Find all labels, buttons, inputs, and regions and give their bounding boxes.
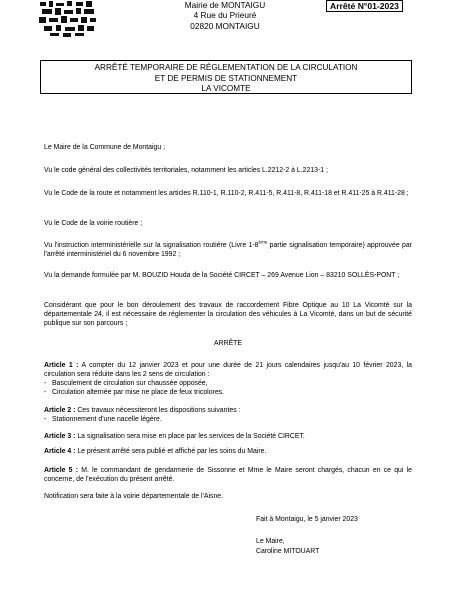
list-item: - Circulation alternée par mise ne place de feux tricolores. <box>44 389 225 397</box>
article-label: Article 1 : <box>44 362 79 369</box>
vu-text: Vu l'instruction interministérielle sur la signalisation routière (Livre 1-8 <box>44 242 259 249</box>
signature-name: Caroline MITOUART <box>256 548 320 555</box>
article-label: Article 3 : <box>44 433 76 440</box>
vu-superscript: ème <box>258 239 268 245</box>
notification <box>44 492 412 501</box>
notification-text: Notification sera faite à la voirie départementale de l'Aisne. <box>44 493 224 500</box>
document-title <box>40 60 412 94</box>
title-line: ARRÊTÉ TEMPORAIRE DE RÉGLEMENTATION DE LA CIRCULATION <box>94 63 358 72</box>
article-label: Article 5 : <box>44 467 78 474</box>
mairie-address <box>150 0 300 31</box>
article-3 <box>44 432 412 441</box>
vu-text: partie signalisation temporaire) approuvée par l'arrêté interministériel du 6 novembre 1992 ; <box>44 242 412 259</box>
mairie-line: 4 Rue du Prieuré <box>193 10 257 21</box>
list-item: - Basculement de circulation sur chaussée opposée, <box>44 380 208 388</box>
preamble-vu-2 <box>44 189 412 198</box>
article-text: Ces travaux nécessiteront les dispositions suivantes : <box>75 407 241 414</box>
signature-place-date: Fait à Montaigu, le 5 janvier 2023 <box>256 516 358 523</box>
arrete-heading <box>44 339 412 348</box>
vu-paragraph: Vu la demande formulée par M. BOUZID Houda de la Société CIRCET – 269 Avenue Lion – 83210 SOLLÈS-PONT ; <box>44 272 400 279</box>
article-5 <box>44 466 412 484</box>
preamble-vu-5 <box>44 271 412 280</box>
mairie-line: Mairie de MONTAIGU <box>184 0 266 10</box>
maire-line: Le Maire de la Commune de Montaigu ; <box>44 144 166 151</box>
article-list <box>44 415 412 424</box>
considerant-paragraph: Considérant que pour le bon déroulement des travaux de raccordement Fibre Optique au 10 La Vicomté sur la départementale 24, il est nécessaire de réglementer la circulation des véhicules à La Vicomté, dans un but de sécurité publique sur son parcours ; <box>44 302 412 328</box>
article-1 <box>44 361 412 397</box>
vu-paragraph: Vu le Code de la voirie routière ; <box>44 220 143 227</box>
preamble-vu-4 <box>44 241 412 259</box>
article-2 <box>44 406 412 424</box>
article-text: La signalisation sera mise en place par les services de la Société CIRCET. <box>75 433 305 440</box>
title-line: ET DE PERMIS DE STATIONNEMENT <box>154 73 298 83</box>
preamble-vu-1 <box>44 166 412 175</box>
vu-paragraph <box>44 241 412 259</box>
article-text: Le présent arrêté sera publié et affiché par les soins du Maire. <box>75 448 267 455</box>
mairie-line: 02820 MONTAIGU <box>190 20 260 31</box>
article-label: Article 2 : <box>44 407 76 414</box>
article-4 <box>44 447 412 456</box>
title-line: LA VICOMTE <box>201 84 251 94</box>
article-paragraph <box>44 432 412 441</box>
vu-paragraph: Vu le Code de la route et notamment les articles R.110-1, R.110-2, R.411-5, R.411-8, R.411-18 et R.411-25 à R.411-28 ; <box>44 190 409 197</box>
article-paragraph <box>44 447 412 456</box>
coat-of-arms-icon <box>36 0 100 38</box>
arrete-heading-text: ARRÊTE <box>214 340 242 347</box>
article-paragraph <box>44 406 412 415</box>
signature-role: Le Maire, <box>256 538 285 545</box>
article-paragraph <box>44 466 412 484</box>
article-text: A compter du 12 janvier 2023 et pour une durée de 21 jours calendaires jusqu'au 10 février 2023, la circulation sera réduite dans les 2 sens de circulation : <box>44 362 412 379</box>
preamble-maire <box>44 143 412 152</box>
article-label: Article 4 : <box>44 448 76 455</box>
article-paragraph <box>44 361 412 379</box>
vu-paragraph: Vu le code général des collectivités territoriales, notamment les articles L.2212-2 à L.2213-1 ; <box>44 167 328 174</box>
list-item: - Stationnement d'une nacelle légère. <box>44 416 162 424</box>
preamble-considerant <box>44 301 412 328</box>
article-text: M. le commandant de gendarmerie de Sissonne et Mme le Maire seront chargés, chacun en ce qui le concerne, de l'exécution du présent arrêté. <box>44 467 412 484</box>
preamble-vu-3 <box>44 219 412 228</box>
article-list <box>44 379 412 397</box>
arrete-number: Arrêté N°01-2023 <box>326 0 403 12</box>
